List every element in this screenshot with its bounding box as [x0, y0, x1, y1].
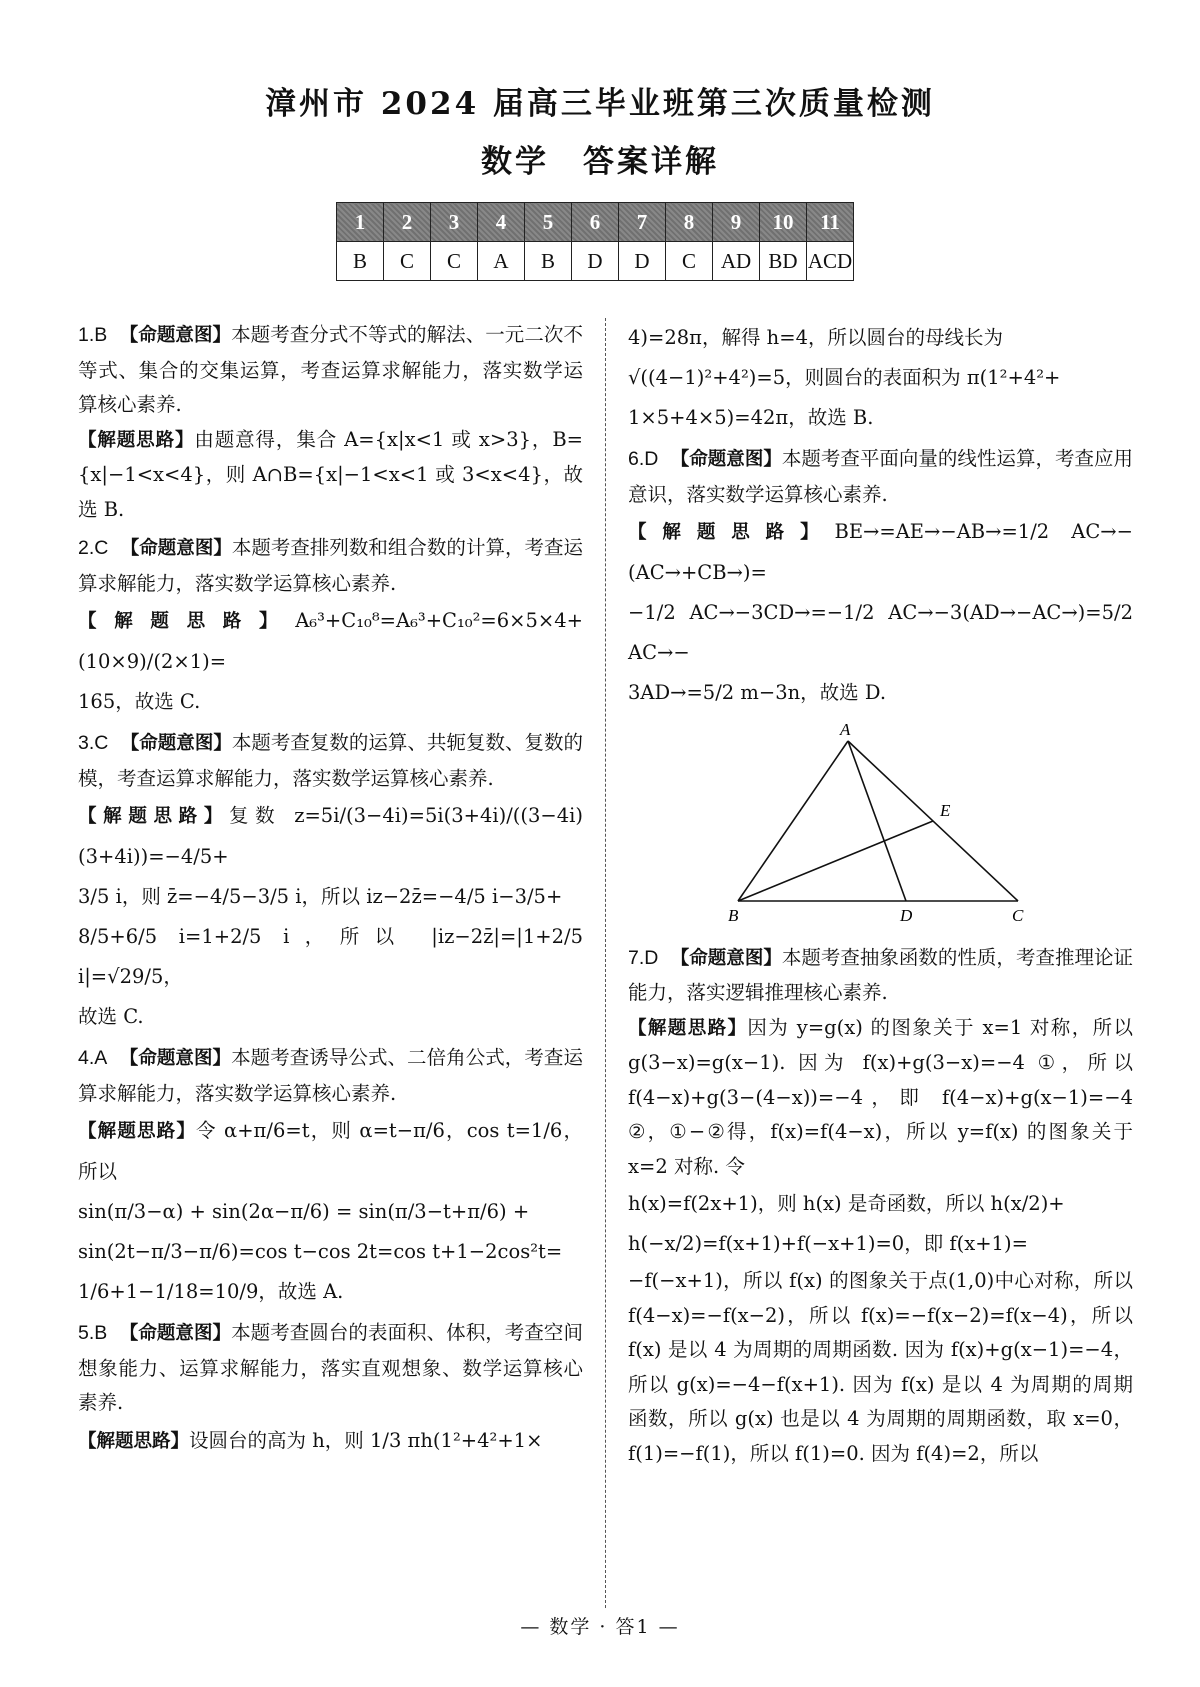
segment-be: [738, 821, 933, 901]
question-number-cell: 4: [478, 203, 525, 242]
question-number: 6.D: [628, 448, 659, 470]
question-number: 1.B: [78, 324, 108, 346]
solution-line: 令 α+π/6=t，则 α=t−π/6，cos t=1/6，所以: [78, 1119, 583, 1183]
continuation-block: [628, 318, 1133, 438]
label-b: B: [728, 906, 739, 923]
answer-cell: BD: [760, 242, 807, 281]
question-solution: [78, 1111, 583, 1192]
answer-cell: D: [619, 242, 666, 281]
label-d: D: [900, 906, 913, 923]
intent-text: 本题考查平面向量的线性运算，考查应用意识，落实数学运算核心素养.: [628, 447, 1133, 506]
solution-line: 由题意得，集合 A={x|x<1 或 x>3}，B={x|−1<x<4}，则 A∩B={x|−1<x<1 或 3<x<4}，故选 B.: [78, 427, 583, 521]
solution-tag: 【解题思路】: [628, 522, 835, 543]
question-block: [78, 318, 583, 527]
question-solution: [78, 423, 583, 528]
question-number-cell: 3: [431, 203, 478, 242]
solution-line: 3/5 i，则 z̄=−4/5−3/5 i，所以 iz−2z̄=−4/5 i−3/5+: [78, 885, 563, 908]
answer-table-header-row: [337, 203, 854, 242]
intent-text: 本题考查诱导公式、二倍角公式，考查运算求解能力，落实数学运算核心素养.: [78, 1046, 583, 1105]
question-number: 3.C: [78, 732, 109, 754]
question-intent: [78, 1041, 583, 1111]
question-number-cell: 8: [666, 203, 713, 242]
answer-cell: D: [572, 242, 619, 281]
solution-line: √((4−1)²+4²)=5，则圆台的表面积为 π(1²+4²+: [628, 366, 1061, 389]
question-intent: [78, 318, 583, 423]
solution-tag: 【解题思路】: [628, 1017, 748, 1039]
question-intent: [78, 726, 583, 796]
question-solution: [628, 1011, 1133, 1185]
right-column: [628, 318, 1133, 1475]
solution-line: 故选 C.: [78, 1005, 144, 1028]
solution-tag: 【解题思路】: [78, 1430, 190, 1452]
solution-line: −1/2 AC→−3CD→=−1/2 AC→−3(AD→−AC→)=5/2 AC→−: [628, 601, 1133, 664]
answer-cell: B: [337, 242, 384, 281]
solution-line: 1×5+4×5)=42π，故选 B.: [628, 406, 874, 429]
intent-text: 本题考查复数的运算、共轭复数、复数的模，考查运算求解能力，落实数学运算核心素养.: [78, 731, 583, 790]
solution-tag: 【解题思路】: [78, 611, 296, 632]
question-intent: [78, 531, 583, 601]
answer-cell: C: [666, 242, 713, 281]
question-number-cell: 10: [760, 203, 807, 242]
intent-text: 本题考查抽象函数的性质，考查推理论证能力，落实逻辑推理核心素养.: [628, 945, 1133, 1004]
question-number-cell: 9: [713, 203, 760, 242]
solution-line: h(x)=f(2x+1)，则 h(x) 是奇函数，所以 h(x/2)+: [628, 1192, 1065, 1215]
question-intent: [628, 442, 1133, 512]
solution-line: A₆³+C₁₀⁸=A₆³+C₁₀²=6×5×4+(10×9)/(2×1)=: [78, 609, 583, 673]
question-number-cell: 2: [384, 203, 431, 242]
answer-cell: B: [525, 242, 572, 281]
intent-tag: 【命题意图】: [120, 538, 232, 559]
answer-cell: AD: [713, 242, 760, 281]
question-block: [78, 726, 583, 1037]
question-number: 2.C: [78, 537, 109, 559]
question-number: 4.A: [78, 1047, 108, 1069]
intent-tag: 【命题意图】: [119, 325, 232, 346]
question-number-cell: 1: [337, 203, 384, 242]
answer-cell: ACD: [807, 242, 854, 281]
label-a: A: [840, 723, 851, 739]
question-solution: [78, 796, 583, 877]
solution-tag: 【解题思路】: [78, 806, 229, 827]
solution-line: 复数 z=5i/(3−4i)=5i(3+4i)/((3−4i)(3+4i))=−4/5+: [78, 804, 583, 868]
question-number: 7.D: [628, 946, 659, 969]
intent-text: 本题考查排列数和组合数的计算，考查运算求解能力，落实数学运算核心素养.: [78, 536, 583, 595]
label-c: C: [1012, 906, 1024, 923]
column-divider: [605, 318, 606, 1608]
solution-line: 165，故选 C.: [78, 690, 201, 713]
triangle-figure: [628, 723, 1133, 923]
question-number-cell: 5: [525, 203, 572, 242]
solution-line: 4)=28π，解得 h=4，所以圆台的母线长为: [628, 326, 1003, 349]
page-footer: — 数学 · 答1 —: [520, 1616, 680, 1638]
question-block: [628, 442, 1133, 713]
solution-line: 因为 y=g(x) 的图象关于 x=1 对称，所以 g(3−x)=g(x−1). 因为 f(x)+g(3−x)=−4 ①，所以 f(4−x)+g(3−(4−x))=−4，即 f(4−x)+g(x−1)=−4 ②，①−②得，f(x)=f(4−x)，所以 y=f(x) 的图象关于 x=2 对称. 令: [628, 1015, 1133, 1178]
answer-cell: A: [478, 242, 525, 281]
page-title: 漳州市 2024 届高三毕业班第三次质量检测: [265, 86, 935, 122]
intent-text: 本题考查分式不等式的解法、一元二次不等式、集合的交集运算，考查运算求解能力，落实数学运算核心素养.: [78, 323, 583, 416]
solution-line: 设圆台的高为 h，则 1/3 πh(1²+4²+1×: [189, 1428, 543, 1452]
solution-line: BE→=AE→−AB→=1/2 AC→−(AC→+CB→)=: [628, 520, 1133, 584]
answer-cell: C: [384, 242, 431, 281]
question-number-cell: 6: [572, 203, 619, 242]
intent-tag: 【命题意图】: [119, 1323, 232, 1344]
intent-tag: 【命题意图】: [670, 947, 782, 969]
solution-line: sin(π/3−α) + sin(2α−π/6) = sin(π/3−t+π/6) +: [78, 1200, 530, 1223]
question-solution: [78, 601, 583, 682]
solution-line: 1/6+1−1/18=10/9，故选 A.: [78, 1280, 344, 1303]
intent-tag: 【命题意图】: [120, 733, 232, 754]
answer-table: [336, 202, 854, 281]
label-e: E: [940, 801, 951, 820]
solution-line: 3AD→=5/2 m−3n，故选 D.: [628, 681, 887, 704]
question-solution: [628, 512, 1133, 593]
question-solution: [78, 1421, 583, 1462]
question-intent: [628, 941, 1133, 1011]
answer-table-answer-row: [337, 242, 854, 281]
intent-tag: 【命题意图】: [670, 449, 782, 470]
question-block: [78, 1041, 583, 1312]
answer-cell: C: [431, 242, 478, 281]
page-subtitle: 数学 答案详解: [481, 144, 719, 180]
solution-line: h(−x/2)=f(x+1)+f(−x+1)=0，即 f(x+1)=: [628, 1232, 1028, 1255]
solution-tag: 【解题思路】: [78, 429, 195, 451]
left-column: [78, 318, 583, 1466]
question-number-cell: 7: [619, 203, 666, 242]
segment-ad: [848, 741, 906, 901]
intent-tag: 【命题意图】: [119, 1048, 232, 1069]
solution-line: −f(−x+1)，所以 f(x) 的图象关于点(1,0)中心对称，所以 f(4−x)=−f(x−2)，所以 f(x)=−f(x−2)=f(x−4)，所以 f(x) 是以 4 为周期的周期函数. 因为 f(x)+g(x−1)=−4，所以 g(x)=−4−f(x+1). 因为 f(x) 是以 4 为周期的周期函数，所以 g(x) 也是以 4 为周期的周期函数，取 x=0，f(1)=−f(1)，所以 f(1)=0. 因为 f(4)=2，所以: [628, 1269, 1133, 1465]
question-number: 5.B: [78, 1322, 108, 1344]
segment-ab: [738, 741, 848, 901]
solution-line: 8/5+6/5 i=1+2/5 i，所以 |iz−2z̄|=|1+2/5 i|=√29/5，: [78, 925, 583, 988]
solution-tag: 【解题思路】: [78, 1121, 197, 1142]
intent-text: 本题考查圆台的表面积、体积，考查空间想象能力、运算求解能力，落实直观想象、数学运算核心素养.: [78, 1321, 583, 1414]
question-block: [78, 531, 583, 722]
question-block: [78, 1316, 583, 1462]
solution-line: sin(2t−π/3−π/6)=cos t−cos 2t=cos t+1−2cos²t=: [78, 1240, 563, 1263]
question-number-cell: 11: [807, 203, 854, 242]
question-block: [628, 941, 1133, 1472]
question-intent: [78, 1316, 583, 1421]
